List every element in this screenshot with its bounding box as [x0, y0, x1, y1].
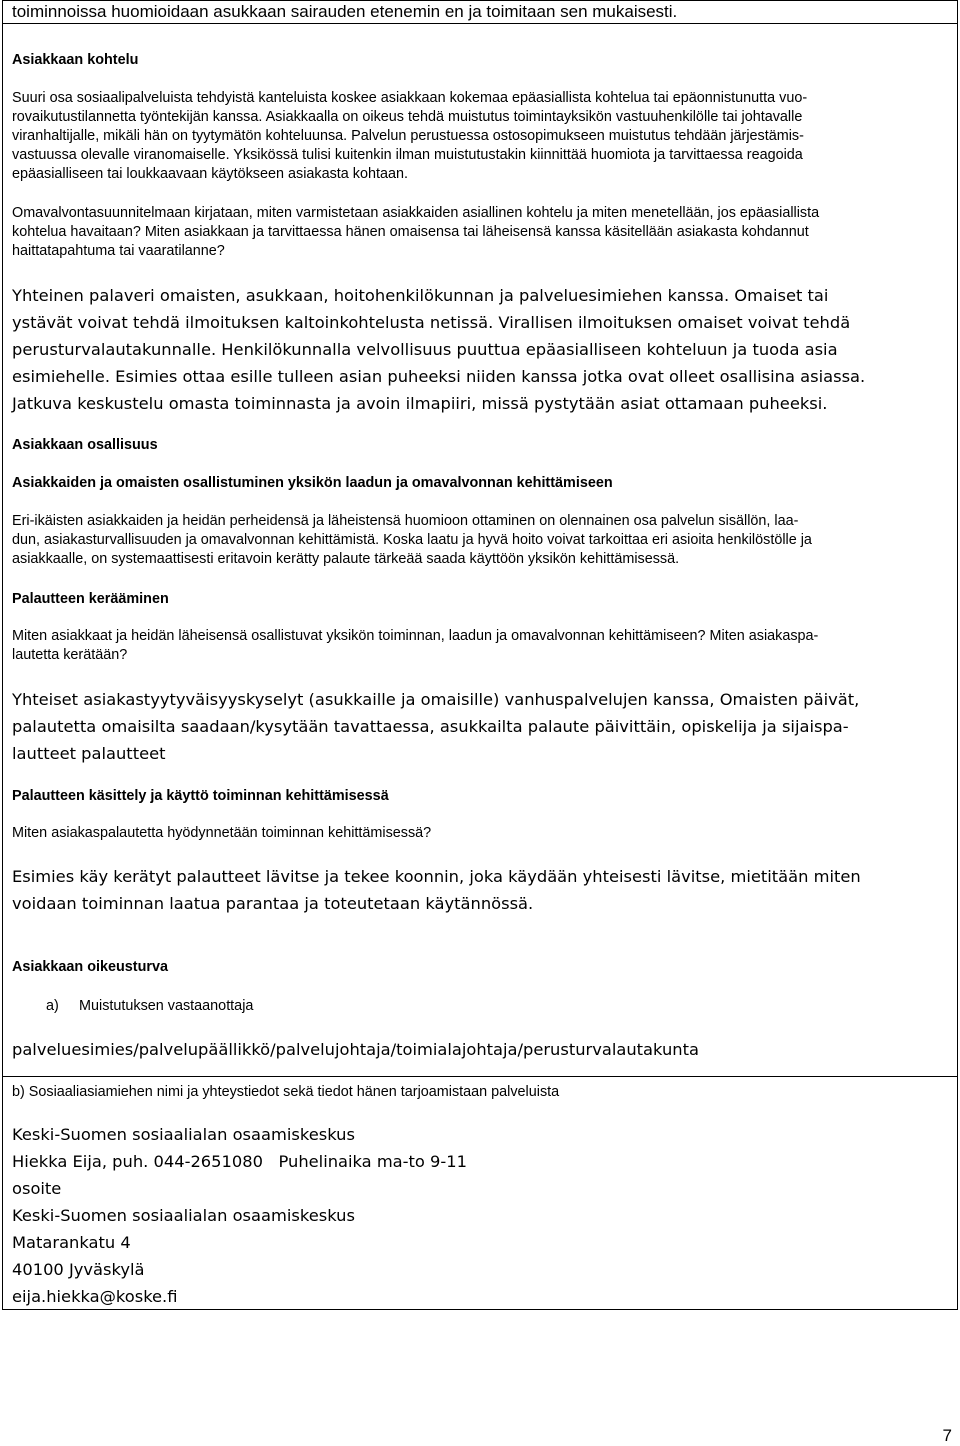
item-a-answer: palveluesimies/palvelupäällikkö/palvelujohtaja/toimialajohtaja/perusturvalautakunta	[12, 1040, 699, 1059]
contact-street: Matarankatu 4	[12, 1233, 131, 1252]
kohtelu-answer-line: ystävät voivat tehdä ilmoituksen kaltoinkohtelusta netissä. Virallisen ilmoituksen omaiset voivat tehdä	[12, 313, 851, 332]
item-a-label: Muistutuksen vastaanottaja	[79, 998, 254, 1014]
contact-osoite-label: osoite	[12, 1179, 62, 1198]
kohtelu-p1-line: Suuri osa sosiaalipalveluista tehdyistä kanteluista koskee asiakkaan kokemaa epäasiallista kohtelua tai epäonnistunutta vuo-	[12, 90, 808, 106]
kohtelu-answer-line: Yhteinen palaveri omaisten, asukkaan, hoitohenkilökunnan ja palveluesimiehen kanssa. Omaiset tai	[12, 286, 829, 305]
kohtelu-answer-line: Jatkuva keskustelu omasta toiminnasta ja avoin ilmapiiri, missä pystytään asiat ottamaan puheeksi.	[12, 394, 828, 413]
page-number: 7	[942, 1426, 952, 1445]
item-b-label: b) Sosiaaliasiamiehen nimi ja yhteystiedot sekä tiedot hänen tarjoamistaan palveluista	[12, 1084, 560, 1100]
kohtelu-p1-line: rovaikutustilannetta työntekijän kanssa. Asiakkaalla on oikeus tehdä muistutus toimintayksikön vastuuhenkilölle tai johtavalle	[12, 109, 803, 125]
item-a-marker: a)	[46, 998, 59, 1014]
kasittely-question: Miten asiakaspalautetta hyödynnetään toiminnan kehittämisessä?	[12, 825, 432, 841]
keraaminen-answer-line: palautetta omaisilta saadaan/kysytään tavattaessa, asukkailta palaute päivittäin, opiskelija ja sijaispa-	[12, 717, 849, 736]
osallisuus-heading: Asiakkaan osallisuus	[12, 437, 158, 453]
kohtelu-p2-line: Omavalvontasuunnitelmaan kirjataan, miten varmistetaan asiakkaiden asiallinen kohtelu ja miten menetellään, jos epäasiallista	[12, 205, 820, 221]
kasittely-answer-line: Esimies käy kerätyt palautteet lävitse ja tekee koonnin, joka käydään yhteisesti lävitse, mietitään miten	[12, 867, 861, 886]
osallisuus-p1-line: asiakkaalle, on systemaattisesti eritavoin kerätty palaute tärkeää saada käyttöön yksikön kehittämisessä.	[12, 551, 680, 567]
contact-org: Keski-Suomen sosiaalialan osaamiskeskus	[12, 1125, 355, 1144]
kohtelu-p1-line: vastuussa olevalle viranomaiselle. Yksikössä tulisi kuitenkin ilman muistutustakin kiinnittää huomiota ja tarvittaessa reagoida	[12, 147, 803, 163]
section-divider	[2, 1076, 958, 1077]
contact-person: Hiekka Eija, puh. 044-2651080 Puhelinaika ma-to 9-11	[12, 1152, 468, 1171]
kohtelu-p1-line: epäasialliseen tai loukkaavaan käytökseen asiakasta kohtaan.	[12, 166, 409, 182]
osallisuus-p1-line: dun, asiakasturvallisuuden ja omavalvonnan kehittämistä. Koska laatu ja hyvä hoito voivat tarkoittaa eri asioita henkilöstölle ja	[12, 532, 812, 548]
contact-city: 40100 Jyväskylä	[12, 1260, 145, 1279]
osallisuus-subheading: Asiakkaiden ja omaisten osallistuminen yksikön laadun ja omavalvonnan kehittämiseen	[12, 475, 613, 491]
oikeusturva-heading: Asiakkaan oikeusturva	[12, 959, 168, 975]
kohtelu-heading: Asiakkaan kohtelu	[12, 52, 139, 68]
keraaminen-answer-line: Yhteiset asiakastyytyväisyyskyselyt (asukkaille ja omaisille) vanhuspalvelujen kanssa, Omaisten päivät,	[12, 690, 860, 709]
osallisuus-p1-line: Eri-ikäisten asiakkaiden ja heidän perheidensä ja läheistensä huomioon ottaminen on olennainen osa palvelun sisällön, laa-	[12, 513, 799, 529]
kasittely-heading: Palautteen käsittely ja käyttö toiminnan kehittämisessä	[12, 788, 389, 804]
contact-email: eija.hiekka@koske.fi	[12, 1287, 178, 1306]
keraaminen-question-line: Miten asiakkaat ja heidän läheisensä osallistuvat yksikön toiminnan, laadun ja omavalvonnan kehittämiseen? Miten asiakaspa-	[12, 628, 819, 644]
kasittely-answer-line: voidaan toiminnan laatua parantaa ja toteutetaan käytännössä.	[12, 894, 534, 913]
keraaminen-question-line: lautetta kerätään?	[12, 647, 128, 663]
kohtelu-p2-line: haittatapahtuma tai vaaratilanne?	[12, 243, 225, 259]
keraaminen-heading: Palautteen kerääminen	[12, 591, 169, 607]
kohtelu-p2-line: kohtelua havaitaan? Miten asiakkaan ja tarvittaessa hänen omaisensa tai läheisensä kanssa käsitellään asiakasta kohdannut	[12, 224, 809, 240]
contact-org-address: Keski-Suomen sosiaalialan osaamiskeskus	[12, 1206, 355, 1225]
kohtelu-answer-line: perusturvalautakunnalle. Henkilökunnalla velvollisuus puuttua epäasialliseen kohteluun ja tuoda asia	[12, 340, 838, 359]
top-line-text: toiminnoissa huomioidaan asukkaan sairauden etenemin en ja toimitaan sen mukaisesti.	[12, 2, 678, 21]
kohtelu-answer-line: esimiehelle. Esimies ottaa esille tulleen asian puheeksi niiden kanssa jotka ovat olleet osallisina asiassa.	[12, 367, 866, 386]
kohtelu-p1-line: viranhaltijalle, mikäli hän on tyytymätön kohteluunsa. Palvelun perustuessa ostosopimukseen muistutus tehdään järjestämis-	[12, 128, 804, 144]
keraaminen-answer-line: lautteet palautteet	[12, 744, 166, 763]
